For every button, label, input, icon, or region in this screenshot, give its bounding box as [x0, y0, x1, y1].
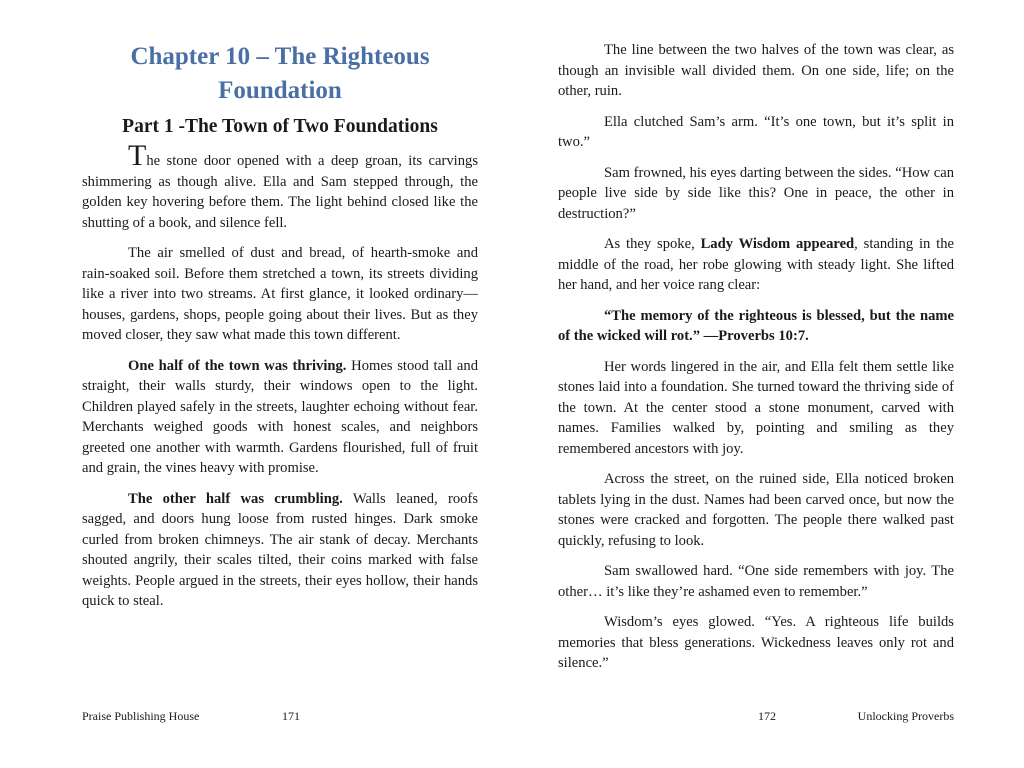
paragraph-r4-start: As they spoke,	[604, 236, 701, 252]
paragraph-r7: Sam swallowed hard. “One side remembers with joy. The other… it’s like they’re ashamed even to remember.”	[558, 563, 954, 600]
paragraph-4-text: Walls leaned, roofs sagged, and doors hung loose from rusted hinges. Dark smoke curled from broken chimneys. The air stank of decay. Merchants shouted angrily, their scales tilted, their coins marked with false weights. People argued in the streets, their eyes hollow, their hands quick to steal.	[82, 490, 479, 609]
paragraph-r5: Her words lingered in the air, and Ella felt them settle like stones laid into a foundation. She turned toward the thriving side of the town. At the center stood a stone monument, carved with names. Families walked by, pointing and smiling as they remembered ancestors with joy.	[558, 358, 954, 457]
paragraph-r3: Sam frowned, his eyes darting between the sides. “How can people live side by side like this? One in peace, the other in destruction?”	[558, 164, 954, 222]
paragraph-r6: Across the street, on the ruined side, Ella noticed broken tablets lying in the dust. Names had been carved once, but now the stones were cracked and forgotten. The people there walked past quickly, refusing to look.	[558, 471, 954, 549]
left-page-content	[82, 40, 478, 622]
paragraph-r1: The line between the two halves of the town was clear, as though an invisible wall divided them. On one side, life; on the other, ruin.	[558, 42, 954, 99]
paragraph-r8: Wisdom’s eyes glowed. “Yes. A righteous life builds memories that bless generations. Wickedness leaves only rot and silence.”	[558, 614, 954, 671]
paragraph-1-text: he stone door opened with a deep groan, its carvings shimmering as though alive. Ella and Sam stepped through, the golden key hovering before them. The light behind closed like the shutting of a book, and silence fell.	[82, 153, 478, 231]
footer-book-title: Unlocking Proverbs	[857, 709, 954, 723]
scripture-quote: “The memory of the righteous is blessed, but the name of the wicked will rot.” —Proverbs 10:7.	[558, 307, 954, 344]
page-number-right: 172	[758, 709, 776, 723]
paragraph-3-text: Homes stood tall and straight, their walls sturdy, their windows open to the light. Children played safely in the streets, laughter echoing without fear. Merchants weighed goods with honest scales, and neighbors greeted one another with warmth. Gardens flourished, full of fruit and grain, the vines heavy with promise.	[82, 357, 478, 476]
page-number-left: 171	[282, 709, 300, 723]
part-title: Part 1 -The Town of Two Foundations	[122, 116, 438, 137]
footer-publisher: Praise Publishing House	[82, 709, 200, 723]
paragraph-4	[82, 489, 478, 612]
drop-cap: T	[128, 139, 147, 172]
paragraph-r2: Ella clutched Sam’s arm. “It’s one town, but it’s split in two.”	[558, 113, 954, 150]
paragraph-4-bold: The other half was crumbling.	[128, 490, 343, 507]
chapter-title: Chapter 10 – The Righteous Foundation	[130, 43, 430, 104]
paragraph-r4	[558, 234, 954, 296]
paragraph-r4-bold: Lady Wisdom appeared	[700, 236, 855, 252]
paragraph-1	[82, 139, 478, 233]
paragraph-2: The air smelled of dust and bread, of hearth-smoke and rain-soaked soil. Before them stretched a town, its streets dividing like a river into two streams. At first glance, it looked ordinary—houses, gardens, shops, people going about their lives. But as they moved closer, they saw what made this town different.	[82, 245, 478, 343]
paragraph-3	[82, 356, 478, 479]
right-page	[512, 0, 1024, 768]
paragraph-r4-text: , standing in the middle of the road, her robe glowing with steady light. She lifted her hand, and her voice rang clear:	[558, 236, 954, 293]
paragraph-3-bold: One half of the town was thriving.	[128, 357, 347, 374]
right-page-content	[558, 40, 954, 684]
